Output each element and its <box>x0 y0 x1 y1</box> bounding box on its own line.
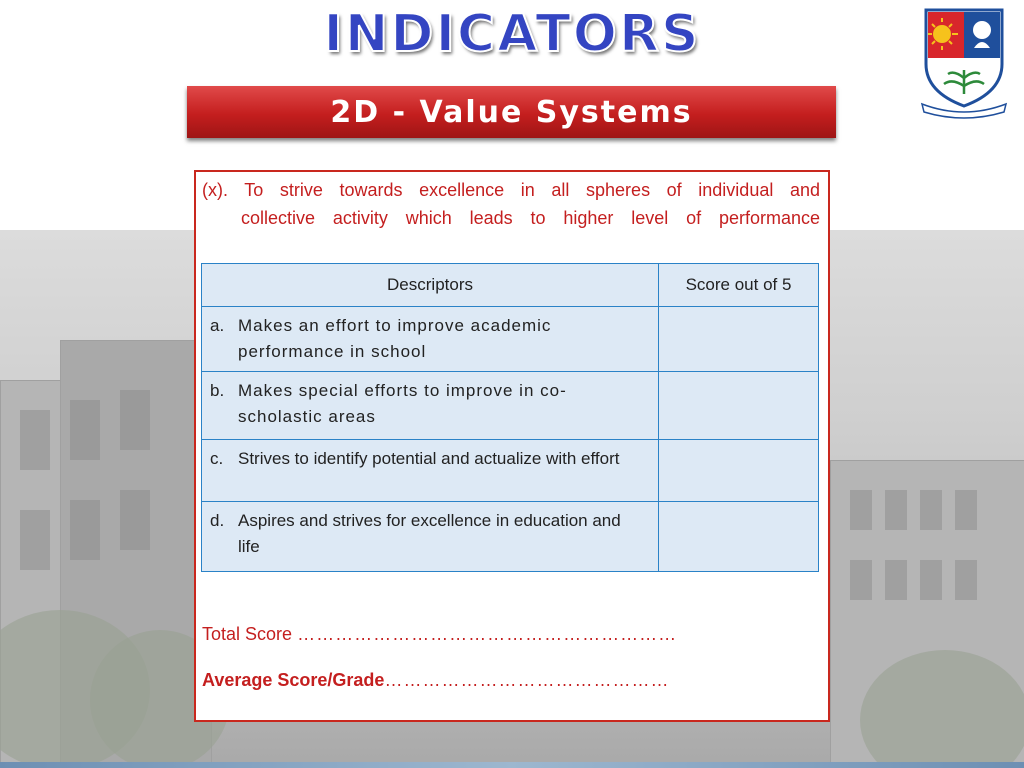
table-row <box>202 372 819 440</box>
statement <box>202 176 820 232</box>
total-score-blank[interactable]: …………………………………………………… <box>297 624 678 644</box>
descriptor-text: Makes special efforts to improve in co-scholastic areas <box>238 381 567 426</box>
average-score-blank[interactable]: ……………………………………… <box>384 670 670 690</box>
score-cell[interactable] <box>659 307 819 372</box>
column-header-score: Score out of 5 <box>659 264 819 307</box>
score-cell[interactable] <box>659 372 819 440</box>
table-row <box>202 307 819 372</box>
descriptor-text: Strives to identify potential and actualize with effort <box>238 449 620 468</box>
column-header-descriptors: Descriptors <box>202 264 659 307</box>
total-score-line <box>202 624 677 645</box>
score-cell[interactable] <box>659 440 819 502</box>
subtitle: 2D - Value Systems <box>330 94 693 130</box>
average-score-label: Average Score/Grade <box>202 670 385 690</box>
row-marker: d. <box>210 511 225 530</box>
row-marker: b. <box>210 381 225 400</box>
school-crest-icon <box>920 8 1008 120</box>
subtitle-banner <box>187 86 836 138</box>
table-header-row <box>202 264 819 307</box>
table-row <box>202 502 819 572</box>
indicator-card <box>194 170 830 722</box>
descriptor-text: Aspires and strives for excellence in education and life <box>238 511 621 556</box>
score-cell[interactable] <box>659 502 819 572</box>
statement-label: (x). <box>202 180 228 200</box>
descriptor-text: Makes an effort to improve academic performance in school <box>238 316 552 361</box>
statement-line-2: collective activity which leads to higher level of performance <box>241 208 820 228</box>
total-score-label: Total Score <box>202 624 293 644</box>
average-score-line <box>202 670 669 691</box>
row-marker: c. <box>210 449 224 468</box>
statement-line-1: To strive towards excellence in all spheres of individual and <box>244 180 820 200</box>
table-row <box>202 440 819 502</box>
page-title: INDICATORS <box>323 4 701 64</box>
row-marker: a. <box>210 316 225 335</box>
descriptor-table <box>201 263 819 572</box>
